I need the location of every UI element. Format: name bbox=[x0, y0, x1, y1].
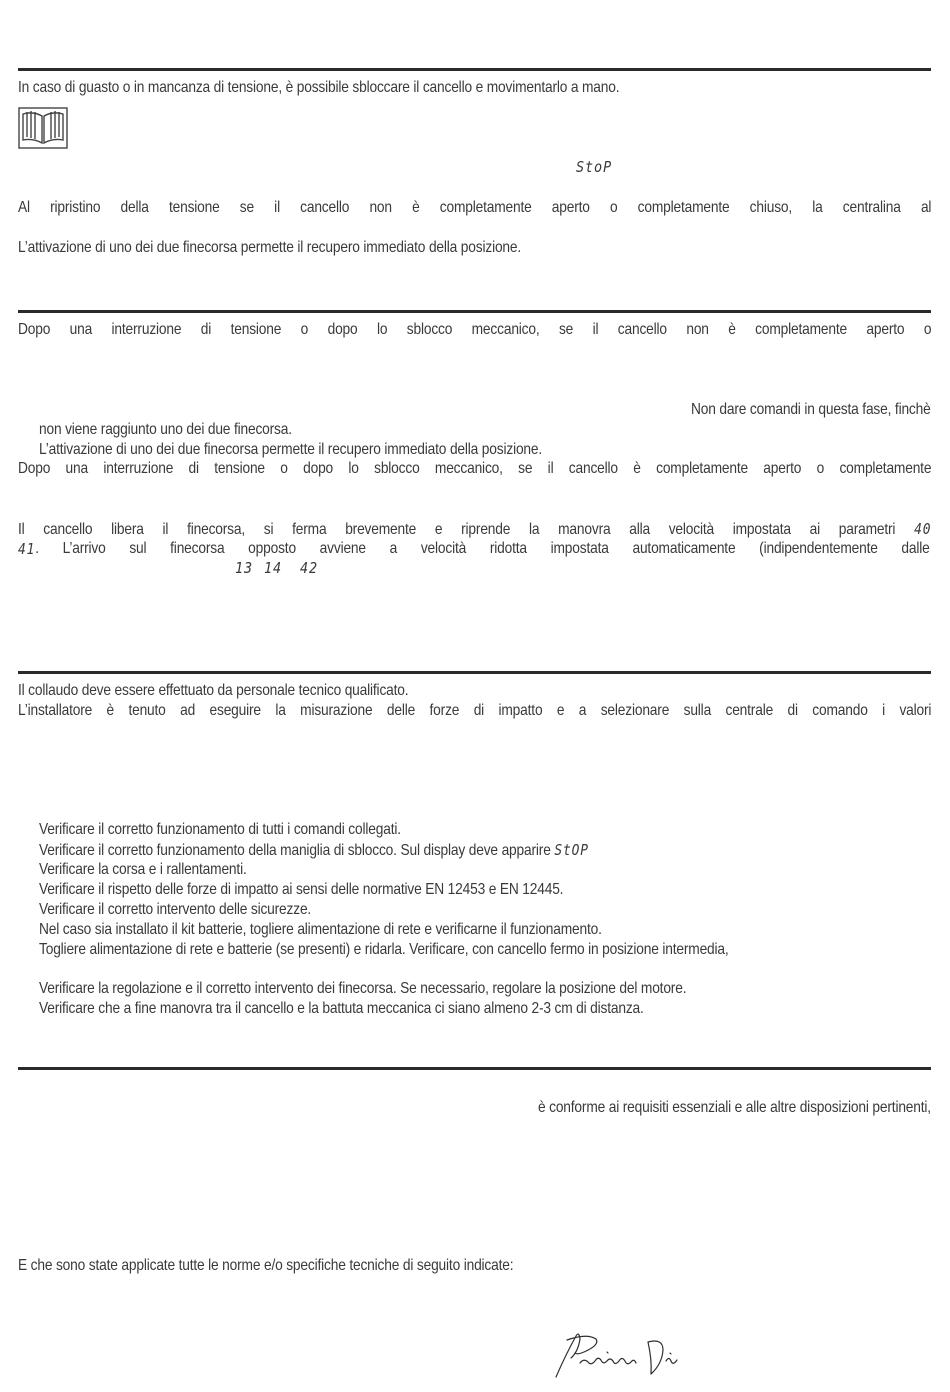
text-line: L’attivazione di uno dei due finecorsa permette il recupero immediato della posizione. bbox=[39, 441, 543, 458]
checklist-item bbox=[39, 840, 589, 861]
text-line: Dopo una interruzione di tensione o dopo lo sblocco meccanico, se il cancello non è completamente aperto o bbox=[18, 321, 932, 338]
book-icon bbox=[18, 107, 68, 149]
section-divider-4 bbox=[18, 1067, 931, 1070]
text-line: L’attivazione di uno dei due finecorsa permette il recupero immediato della posizione. bbox=[18, 239, 522, 256]
section-divider-1 bbox=[18, 68, 931, 71]
section-divider-2 bbox=[18, 310, 931, 313]
text-run: . L’arrivo sul finecorsa opposto avviene a velocità ridotta impostata automaticamente (indipendentemente dalle bbox=[35, 540, 930, 557]
param-code-41: 41 bbox=[18, 540, 36, 558]
checklist-item: Verificare la regolazione e il corretto intervento dei finecorsa. Se necessario, regolare la posizione del motore. bbox=[39, 980, 687, 997]
checklist-item: Verificare che a fine manovra tra il cancello e la battuta meccanica ci siano almeno 2-3 cm di distanza. bbox=[39, 1000, 644, 1017]
section-divider-3 bbox=[18, 671, 931, 674]
checklist-item: Verificare il corretto intervento delle sicurezze. bbox=[39, 901, 312, 918]
text-line: Il collaudo deve essere effettuato da personale tecnico qualificato. bbox=[18, 682, 409, 699]
text-line: E che sono state applicate tutte le norme e/o specifiche tecniche di seguito indicate: bbox=[18, 1257, 514, 1274]
text-run: Verificare il corretto funzionamento della maniglia di sblocco. Sul display deve apparire bbox=[39, 842, 551, 859]
text-line: non viene raggiunto uno dei due finecorsa. bbox=[39, 421, 292, 438]
signature bbox=[552, 1330, 687, 1380]
text-line: L’installatore è tenuto ad eseguire la misurazione delle forze di impatto e a selezionare sulla centrale di comando i valori bbox=[18, 702, 932, 719]
param-code-13: 13 bbox=[235, 559, 254, 577]
param-code-40: 40 bbox=[914, 520, 932, 538]
checklist-item: Verificare la corsa e i rallentamenti. bbox=[39, 861, 247, 878]
checklist-item: Verificare il rispetto delle forze di impatto ai sensi delle normative EN 12453 e EN 12445. bbox=[39, 881, 564, 898]
text-run: Il cancello libera il finecorsa, si ferma brevemente e riprende la manovra alla velocità impostata ai parametri bbox=[18, 521, 896, 538]
text-line bbox=[18, 539, 931, 560]
text-line: è conforme ai requisiti essenziali e alle altre disposizioni pertinenti, bbox=[538, 1099, 931, 1116]
checklist-item: Togliere alimentazione di rete e batterie (se presenti) e ridarla. Verificare, con cancello fermo in posizione intermedia, bbox=[39, 941, 729, 958]
text-line: In caso di guasto o in mancanza di tensione, è possibile sbloccare il cancello e movimentarlo a mano. bbox=[18, 79, 620, 96]
text-line: Non dare comandi in questa fase, finchè bbox=[691, 401, 931, 418]
checklist-item: Nel caso sia installato il kit batterie, togliere alimentazione di rete e verificarne il funzionamento. bbox=[39, 921, 602, 938]
param-code-14: 14 bbox=[264, 559, 283, 577]
checklist-item: Verificare il corretto funzionamento di tutti i comandi collegati. bbox=[39, 821, 401, 838]
display-code-stop: StOP bbox=[554, 841, 589, 859]
text-line bbox=[18, 519, 931, 540]
text-line: Dopo una interruzione di tensione o dopo lo sblocco meccanico, se il cancello è completamente aperto o completamente bbox=[18, 460, 932, 477]
text-line: Al ripristino della tensione se il cancello non è completamente aperto o completamente chiuso, la centralina al bbox=[18, 199, 932, 216]
param-code-42: 42 bbox=[300, 559, 319, 577]
display-code-stop: StoP bbox=[576, 158, 613, 176]
